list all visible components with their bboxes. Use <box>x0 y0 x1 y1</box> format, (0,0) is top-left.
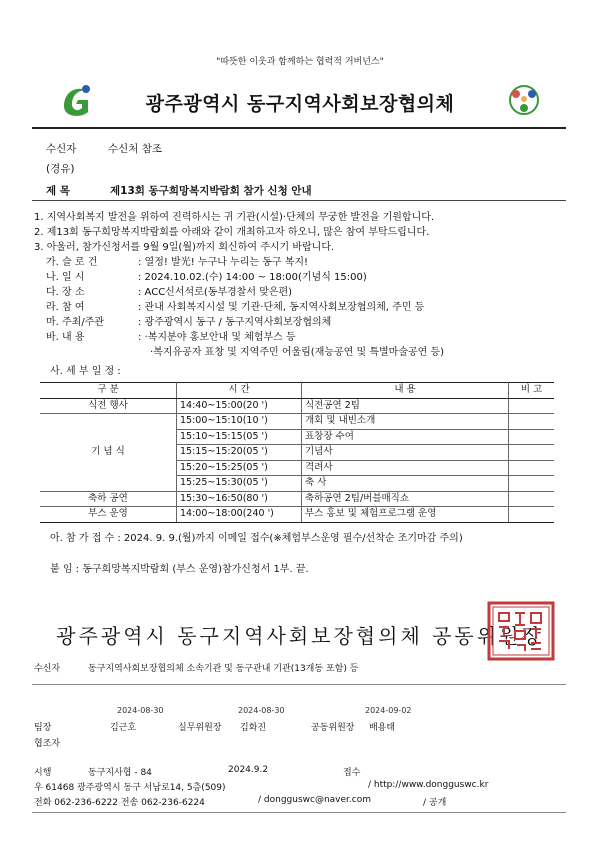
subject-divider <box>32 200 566 201</box>
cell-time: 15:20~15:25(05 ') <box>177 460 302 476</box>
table-row <box>40 491 554 507</box>
schedule-title: 사. 세 부 일 정 : <box>50 366 121 377</box>
cell-note <box>509 476 555 492</box>
item-label: 다. 장 소 <box>46 287 85 298</box>
header-note: 비 고 <box>509 383 555 399</box>
header-content: 내 용 <box>302 383 509 399</box>
paragraph-2: 2. 제13회 동구희망복지박람회를 아래와 같이 개최하고자 하오니, 많은 참여 부탁드립니다. <box>34 227 430 238</box>
enforce-label: 시행 <box>34 768 52 778</box>
table-row <box>40 414 554 430</box>
cell-time: 15:10~15:15(05 ') <box>177 429 302 445</box>
cell-note <box>509 507 555 523</box>
committee-label: 실무위원장 <box>178 723 222 733</box>
header-time: 시 간 <box>177 383 302 399</box>
cell-content: 개회 및 내빈소개 <box>302 414 509 430</box>
disclosure-status: / 공개 <box>423 798 447 808</box>
cell-category: 부스 운영 <box>40 507 177 523</box>
receipt-label: 접수 <box>343 768 361 778</box>
item-value: : 광주광역시 동구 / 동구지역사회보장협의체 <box>138 317 332 328</box>
footer-divider <box>32 812 566 813</box>
via-label: (경유) <box>46 163 75 175</box>
recipients-label: 수신자 <box>34 664 61 674</box>
cell-note <box>509 445 555 461</box>
item-label: 나. 일 시 <box>46 272 85 283</box>
attachment-text: 붙 임 : 동구희망복지박람회 (부스 운영)참가신청서 1부. 끝. <box>50 564 309 575</box>
approval-date: 2024-09-02 <box>365 706 412 715</box>
cell-category: 기 념 식 <box>40 414 177 492</box>
email-link[interactable]: / dongguswc@naver.com <box>258 795 371 805</box>
item-label: 바. 내 용 <box>46 332 85 343</box>
subject-value: 제13회 동구희망복지박람회 참가 신청 안내 <box>110 185 312 197</box>
item-value: : ·복지분야 홍보안내 및 체험부스 등 <box>138 332 296 343</box>
cell-content: 축 사 <box>302 476 509 492</box>
cell-time: 15:00~15:10(10 ') <box>177 414 302 430</box>
cell-time: 15:30~16:50(80 ') <box>177 491 302 507</box>
cell-category: 식전 행사 <box>40 398 177 414</box>
cell-note <box>509 398 555 414</box>
team-leader-name: 김근호 <box>110 723 137 733</box>
approval-date: 2024-08-30 <box>117 706 164 715</box>
cooperator-label: 협조자 <box>34 739 61 749</box>
header-category: 구 분 <box>40 383 177 399</box>
item-continuation: ·복지유공자 표창 및 지역주민 어울림(재능공연 및 특별마술공연 등) <box>150 347 445 358</box>
recipient-value: 수신처 참조 <box>108 143 163 155</box>
cell-content: 축하공연 2팀/버블매직쇼 <box>302 491 509 507</box>
item-value: : 2024.10.02.(수) 14:00 ~ 18:00(기념식 15:00) <box>138 272 367 283</box>
cell-time: 15:15~15:20(05 ') <box>177 445 302 461</box>
item-label: 마. 주최/주관 <box>46 317 105 328</box>
cell-content: 격려사 <box>302 460 509 476</box>
cell-time: 14:40~15:00(20 ') <box>177 398 302 414</box>
address: 우 61468 광주광역시 동구 서남로14, 5층(509) <box>34 783 226 793</box>
approval-divider <box>32 684 566 685</box>
table-header-row <box>40 383 554 399</box>
schedule-table <box>40 382 554 523</box>
recipients-value: 동구지역사회보장협의체 소속기관 및 동구관내 기관(13개동 포함) 등 <box>88 664 359 674</box>
subject-label: 제 목 <box>46 185 70 197</box>
cell-content: 표창장 수여 <box>302 429 509 445</box>
enforce-date: 2024.9.2 <box>228 765 269 775</box>
cell-content: 기념사 <box>302 445 509 461</box>
item-label: 라. 참 여 <box>46 302 85 313</box>
slogan: "따뜻한 이웃과 함께하는 협력적 거버넌스" <box>216 57 384 67</box>
deadline-text: 아. 참 가 접 수 : 2024. 9. 9.(월)까지 이메일 접수(※체험부스운영 필수/선착순 조기마감 주의) <box>50 533 463 544</box>
item-value: : 관내 사회복지시설 및 기관·단체, 동지역사회보장협의체, 주민 등 <box>138 302 425 313</box>
team-leader-label: 팀장 <box>34 723 52 733</box>
official-seal-icon <box>487 601 555 661</box>
cell-content: 식전공연 2팀 <box>302 398 509 414</box>
table-row <box>40 398 554 414</box>
phone-fax: 전화 062-236-6222 전송 062-236-6224 <box>34 798 205 808</box>
co-chair-label: 공동위원장 <box>311 723 355 733</box>
paragraph-3: 3. 아울러, 참가신청서를 9월 9일(월)까지 회신하여 주시기 바랍니다. <box>34 242 335 253</box>
homepage-link[interactable]: / http://www.dongguswc.kr <box>368 780 489 790</box>
cell-content: 부스 홍보 및 체험프로그램 운영 <box>302 507 509 523</box>
cell-time: 14:00~18:00(240 ') <box>177 507 302 523</box>
org-title: 광주광역시 동구지역사회보장협의체 <box>145 93 455 115</box>
enforce-number: 동구지사협 - 84 <box>88 768 152 778</box>
cell-note <box>509 414 555 430</box>
approval-date: 2024-08-30 <box>238 706 285 715</box>
cell-note <box>509 460 555 476</box>
committee-name: 김화진 <box>240 723 267 733</box>
table-row <box>40 507 554 523</box>
item-value: : 열정! 발光! 누구나 누리는 동구 복지! <box>138 257 309 268</box>
paragraph-1: 1. 지역사회복지 발전을 위하여 진력하시는 귀 기관(시설)·단체의 무궁한 발전을 기원합니다. <box>34 212 435 223</box>
recipient-label: 수신자 <box>46 143 77 155</box>
partner-logo-icon <box>502 82 546 118</box>
cell-note <box>509 429 555 445</box>
cell-note <box>509 491 555 507</box>
cell-category: 축하 공연 <box>40 491 177 507</box>
header-divider <box>32 127 566 129</box>
cell-time: 15:25~15:30(05 ') <box>177 476 302 492</box>
item-label: 가. 슬 로 건 <box>46 257 98 268</box>
sender-name: 광주광역시 동구지역사회보장협의체 공동위원장 <box>56 624 544 648</box>
co-chair-name: 배용태 <box>369 723 396 733</box>
item-value: : ACC신서석로(동부경찰서 맞은편) <box>138 287 293 298</box>
